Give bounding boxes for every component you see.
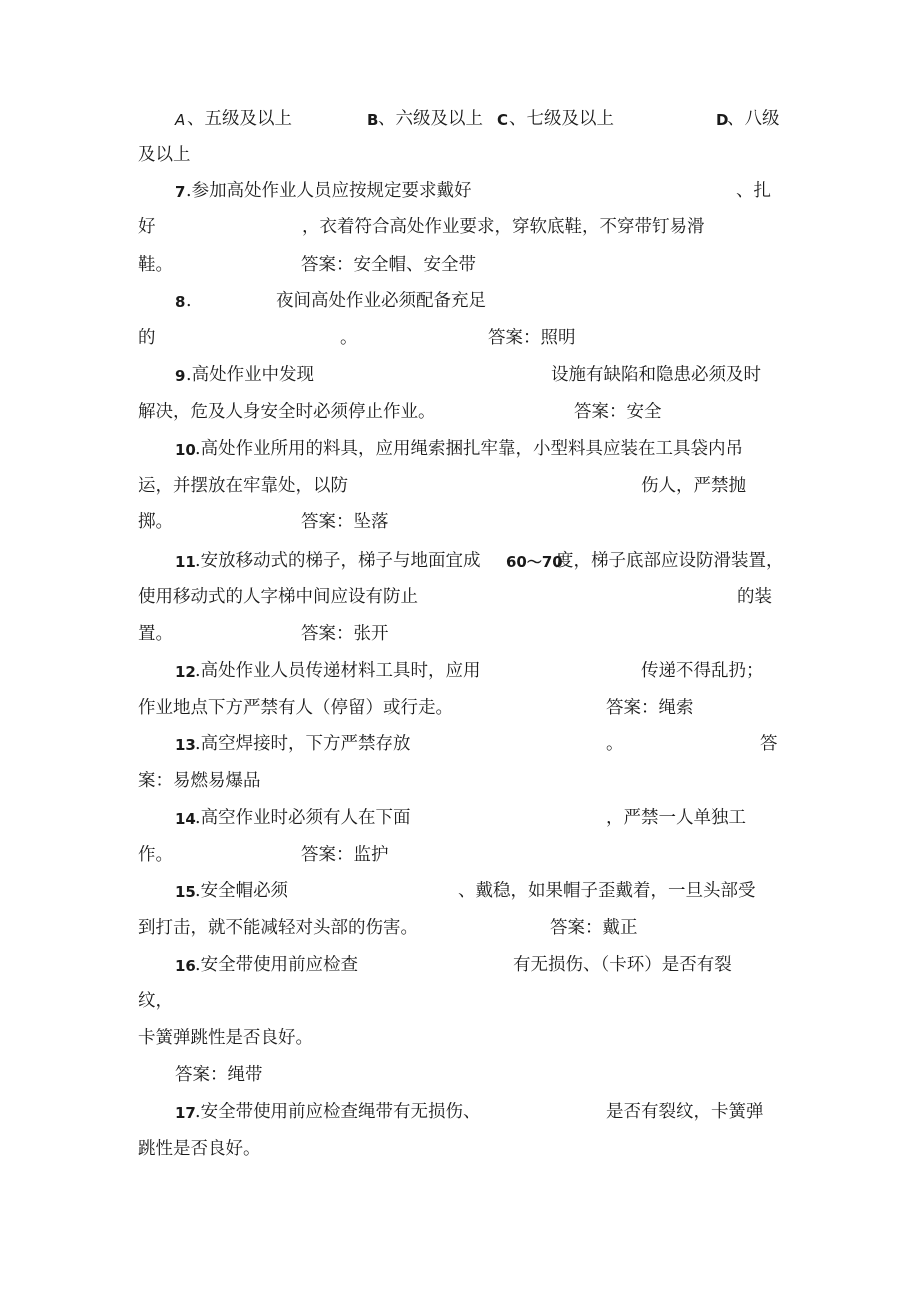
question-text: 度，梯子底部应设防滑装置， xyxy=(556,551,784,571)
question-number: 9 xyxy=(175,367,186,385)
option-d-letter: D xyxy=(716,111,729,129)
question-text: . xyxy=(186,291,192,311)
question-text: 卡簧弹跳性是否良好。 xyxy=(138,1028,313,1048)
answer-text: 案：易燃易爆品 xyxy=(138,771,261,791)
answer-text: 答案：照明 xyxy=(488,328,576,348)
option-c-letter: C xyxy=(497,111,509,129)
option-a-text: 、五级及以上 xyxy=(187,109,292,129)
answer-text: 答案：坠落 xyxy=(301,512,389,532)
question-text: 到打击，就不能减轻对头部的伤害。 xyxy=(138,918,418,938)
question-text: 置。 xyxy=(138,624,173,644)
question-text: 掷。 xyxy=(138,512,173,532)
question-text: .高空作业时必须有人在下面 xyxy=(195,808,411,828)
question-text: .安全带使用前应检查绳带有无损伤、 xyxy=(195,1102,481,1122)
question-text: 。 xyxy=(340,328,358,348)
question-text: .高处作业所用的料具，应用绳索捆扎牢靠，小型料具应装在工具袋内吊 xyxy=(195,439,744,459)
question-text: 作业地点下方严禁有人（停留）或行走。 xyxy=(138,698,453,718)
question-text: 跳性是否良好。 xyxy=(138,1139,261,1159)
question-text: .安放移动式的梯子，梯子与地面宜成 xyxy=(195,551,481,571)
angle-range: 60〜70 xyxy=(506,553,563,571)
answer-text: 答案：安全 xyxy=(574,402,662,422)
question-text: .高处作业中发现 xyxy=(186,365,315,385)
question-number: 8 xyxy=(175,293,186,311)
question-number: 16 xyxy=(175,957,196,975)
question-number: 11 xyxy=(175,553,196,571)
question-text: 、扎 xyxy=(736,181,771,201)
question-text: 纹， xyxy=(138,991,173,1011)
question-text: .安全帽必须 xyxy=(195,881,289,901)
question-text: .参加高处作业人员应按规定要求戴好 xyxy=(186,181,472,201)
question-text: 解决，危及人身安全时必须停止作业。 xyxy=(138,402,436,422)
question-text: 鞋。 xyxy=(138,255,173,275)
question-number: 15 xyxy=(175,883,196,901)
question-text: .高处作业人员传递材料工具时，应用 xyxy=(195,661,481,681)
question-text: ，衣着符合高处作业要求，穿软底鞋，不穿带钉易滑 xyxy=(302,217,705,237)
question-number: 17 xyxy=(175,1104,196,1122)
question-text: 运，并摆放在牢靠处，以防 xyxy=(138,476,348,496)
question-number: 10 xyxy=(175,441,196,459)
option-a-letter: A xyxy=(175,111,186,129)
question-text: 有无损伤、（卡环）是否有裂 xyxy=(513,955,732,975)
question-text: 传递不得乱扔； xyxy=(641,661,764,681)
question-text: 使用移动式的人字梯中间应设有防止 xyxy=(138,587,418,607)
option-d-text: 、八级 xyxy=(727,109,780,129)
answer-text: 答 xyxy=(760,734,778,754)
question-text: 的装 xyxy=(737,587,772,607)
option-c-text: 、七级及以上 xyxy=(509,109,614,129)
question-text: 、戴稳，如果帽子歪戴着，一旦头部受 xyxy=(458,881,756,901)
question-number: 13 xyxy=(175,736,196,754)
question-text: 是否有裂纹，卡簧弹 xyxy=(606,1102,764,1122)
answer-text: 答案：监护 xyxy=(301,845,389,865)
answer-text: 答案：张开 xyxy=(301,624,389,644)
question-text: 作。 xyxy=(138,845,173,865)
option-b-letter: B xyxy=(367,111,379,129)
answer-text: 答案：绳索 xyxy=(606,698,694,718)
question-text: 。 xyxy=(606,734,624,754)
question-number: 7 xyxy=(175,183,186,201)
question-text: .安全带使用前应检查 xyxy=(195,955,359,975)
question-text: ，严禁一人单独工 xyxy=(606,808,746,828)
question-text: 夜间高处作业必须配备充足 xyxy=(276,291,486,311)
question-number: 14 xyxy=(175,810,196,828)
question-text: .高空焊接时，下方严禁存放 xyxy=(195,734,411,754)
option-b-text: 、六级及以上 xyxy=(378,109,483,129)
answer-text: 答案：安全帽、安全带 xyxy=(301,255,476,275)
question-number: 12 xyxy=(175,663,196,681)
question-text: 伤人，严禁抛 xyxy=(641,476,746,496)
question-text: 好 xyxy=(138,217,156,237)
answer-text: 答案：绳带 xyxy=(175,1065,263,1085)
question-text: 设施有缺陷和隐患必须及时 xyxy=(551,365,761,385)
option-d-continued: 及以上 xyxy=(138,145,191,165)
question-text: 的 xyxy=(138,328,156,348)
answer-text: 答案：戴正 xyxy=(550,918,638,938)
